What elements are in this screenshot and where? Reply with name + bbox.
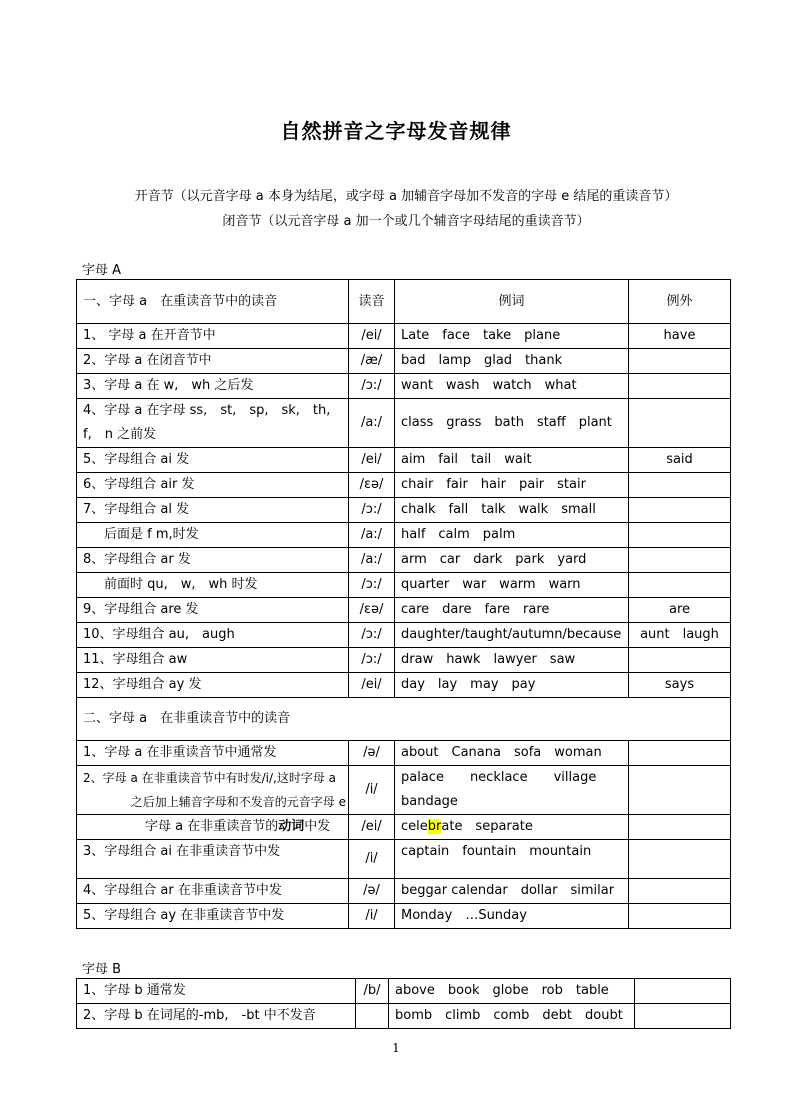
exceptions-cell [629, 879, 731, 904]
sound-cell: /ɔ:/ [349, 573, 395, 598]
rule-cell: 12、字母组合 ay 发 [77, 673, 349, 698]
rule-cell: 1、字母 a 在非重读音节中通常发 [77, 741, 349, 766]
sound-cell: /a:/ [349, 399, 395, 448]
rule-cell: 10、字母组合 au, augh [77, 623, 349, 648]
examples-cell: aim fail tail wait [395, 448, 629, 473]
letter-a-table [76, 279, 731, 929]
page-title: 自然拼音之字母发音规律 [280, 119, 512, 143]
closed-syllable-note: 闭音节（以元音字母 a 加一个或几个辅音字母结尾的重读音节） [222, 214, 590, 229]
exceptions-cell [635, 979, 731, 1004]
table-row [77, 648, 731, 673]
examples-cell: quarter war warm warn [395, 573, 629, 598]
examples-cell: want wash watch what [395, 374, 629, 399]
table-row [77, 349, 731, 374]
examples-cell: chalk fall talk walk small [395, 498, 629, 523]
examples-cell: day lay may pay [395, 673, 629, 698]
table-row [77, 448, 731, 473]
open-syllable-note: 开音节（以元音字母 a 本身为结尾，或字母 a 加辅音字母加不发音的字母 e 结尾的重读音节） [134, 189, 678, 204]
examples-cell: chair fair hair pair stair [395, 473, 629, 498]
rule-cell: 6、字母组合 air 发 [77, 473, 349, 498]
examples-cell: Late face take plane [395, 324, 629, 349]
examples-cell: bad lamp glad thank [395, 349, 629, 374]
header-sound: 读音 [349, 280, 395, 324]
rule-cell: 5、字母组合 ay 在非重读音节中发 [77, 904, 349, 929]
subsection-header-row [77, 698, 731, 741]
rule-cell: 5、字母组合 ai 发 [77, 448, 349, 473]
header-examples: 例词 [395, 280, 629, 324]
table-row [77, 879, 731, 904]
sound-cell: /a:/ [349, 548, 395, 573]
examples-cell: Monday …Sunday [395, 904, 629, 929]
sound-cell: /a:/ [349, 523, 395, 548]
examples-cell: care dare fare rare [395, 598, 629, 623]
examples-cell: draw hawk lawyer saw [395, 648, 629, 673]
sound-cell: /ə/ [349, 879, 395, 904]
exceptions-cell [629, 648, 731, 673]
examples-cell: about Canana sofa woman [395, 741, 629, 766]
rule-cell: 3、字母 a 在 w, wh 之后发 [77, 374, 349, 399]
sound-cell: /ei/ [349, 448, 395, 473]
header-rule: 一、字母 a 在重读音节中的读音 [77, 280, 349, 324]
examples-cell [395, 815, 629, 840]
rule-cell [77, 815, 349, 840]
rule-cell: 7、字母组合 al 发 [77, 498, 349, 523]
examples-line: bandage [401, 794, 458, 809]
example-text: ate separate [441, 819, 533, 834]
rule-text-bold: 动词 [278, 819, 305, 834]
section-a-label: 字母 A [82, 263, 122, 278]
examples-cell: arm car dark park yard [395, 548, 629, 573]
sound-cell: /εə/ [349, 473, 395, 498]
header-exceptions: 例外 [629, 280, 731, 324]
examples-line: palace necklace village [401, 770, 597, 785]
rule-line: 2、字母 a 在非重读音节中有时发/i/,这时字母 a [83, 771, 337, 785]
exceptions-cell: says [629, 673, 731, 698]
sound-cell: /ɔ:/ [349, 648, 395, 673]
table-row [77, 598, 731, 623]
rule-cell: 8、字母组合 ar 发 [77, 548, 349, 573]
exceptions-cell [629, 766, 731, 815]
table-row [77, 766, 731, 815]
rule-text: 中发 [304, 819, 331, 834]
examples-cell: class grass bath staff plant [395, 399, 629, 448]
table-row [77, 815, 731, 840]
table-row [77, 623, 731, 648]
sound-cell: /b/ [356, 979, 389, 1004]
table-row [77, 1004, 731, 1029]
section-b-label: 字母 B [82, 962, 122, 977]
rule-cell [77, 766, 349, 815]
exceptions-cell [629, 498, 731, 523]
rule-cell: 11、字母组合 aw [77, 648, 349, 673]
exceptions-cell [629, 523, 731, 548]
examples-cell: captain fountain mountain [395, 840, 629, 879]
rule-cell: 2、字母 a 在闭音节中 [77, 349, 349, 374]
sound-cell: /i/ [349, 840, 395, 879]
exceptions-cell [629, 815, 731, 840]
table-row [77, 548, 731, 573]
exceptions-cell [629, 904, 731, 929]
rule-cell: 后面是 f m,时发 [77, 523, 349, 548]
sound-cell: /εə/ [349, 598, 395, 623]
example-text: cele [401, 819, 428, 834]
table-row [77, 498, 731, 523]
exceptions-cell [629, 473, 731, 498]
sound-cell: /i/ [349, 766, 395, 815]
exceptions-cell: said [629, 448, 731, 473]
exceptions-cell [629, 374, 731, 399]
exceptions-cell [629, 399, 731, 448]
rule-cell: 前面时 qu, w, wh 时发 [77, 573, 349, 598]
sound-cell: /æ/ [349, 349, 395, 374]
exceptions-cell [635, 1004, 731, 1029]
table-row [77, 904, 731, 929]
examples-cell: daughter/taught/autumn/because [395, 623, 629, 648]
sound-cell: /ə/ [349, 741, 395, 766]
table-row [77, 673, 731, 698]
sound-cell: /ei/ [349, 324, 395, 349]
table-row [77, 979, 731, 1004]
exceptions-cell [629, 840, 731, 879]
subsection-header: 二、字母 a 在非重读音节中的读音 [77, 698, 731, 741]
table-row [77, 473, 731, 498]
table-row [77, 324, 731, 349]
table-row [77, 741, 731, 766]
exceptions-cell [629, 573, 731, 598]
rule-cell: 4、字母组合 ar 在非重读音节中发 [77, 879, 349, 904]
table-row [77, 840, 731, 879]
sound-cell: /ɔ:/ [349, 374, 395, 399]
rule-cell: 2、字母 b 在词尾的-mb, -bt 中不发音 [77, 1004, 356, 1029]
examples-cell: above book globe rob table [389, 979, 635, 1004]
exceptions-cell [629, 548, 731, 573]
rule-line: 之后加上辅音字母和不发音的元音字母 e [130, 795, 346, 809]
exceptions-cell: are [629, 598, 731, 623]
rule-cell: 9、字母组合 are 发 [77, 598, 349, 623]
sound-cell: /i/ [349, 904, 395, 929]
examples-cell: beggar calendar dollar similar [395, 879, 629, 904]
table-row [77, 399, 731, 448]
rule-cell: 3、字母组合 ai 在非重读音节中发 [77, 840, 349, 879]
table-header-row [77, 280, 731, 324]
sound-cell [356, 1004, 389, 1029]
examples-cell: bomb climb comb debt doubt [389, 1004, 635, 1029]
exceptions-cell: aunt laugh [629, 623, 731, 648]
letter-b-table [76, 978, 731, 1029]
sound-cell: /ei/ [349, 673, 395, 698]
page-number: 1 [392, 1041, 400, 1055]
highlighted-text: br [427, 819, 442, 834]
sound-cell: /ɔ:/ [349, 623, 395, 648]
table-row [77, 374, 731, 399]
table-row [77, 573, 731, 598]
exceptions-cell: have [629, 324, 731, 349]
exceptions-cell [629, 349, 731, 374]
rule-text: 字母 a 在非重读音节的 [145, 819, 279, 834]
rule-cell: 1、 字母 a 在开音节中 [77, 324, 349, 349]
sound-cell: /ɔ:/ [349, 498, 395, 523]
rule-cell: 4、字母 a 在字母 ss, st, sp, sk, th, f, n 之前发 [77, 399, 349, 448]
examples-cell: half calm palm [395, 523, 629, 548]
examples-cell [395, 766, 629, 815]
rule-cell: 1、字母 b 通常发 [77, 979, 356, 1004]
sound-cell: /ei/ [349, 815, 395, 840]
exceptions-cell [629, 741, 731, 766]
table-row [77, 523, 731, 548]
